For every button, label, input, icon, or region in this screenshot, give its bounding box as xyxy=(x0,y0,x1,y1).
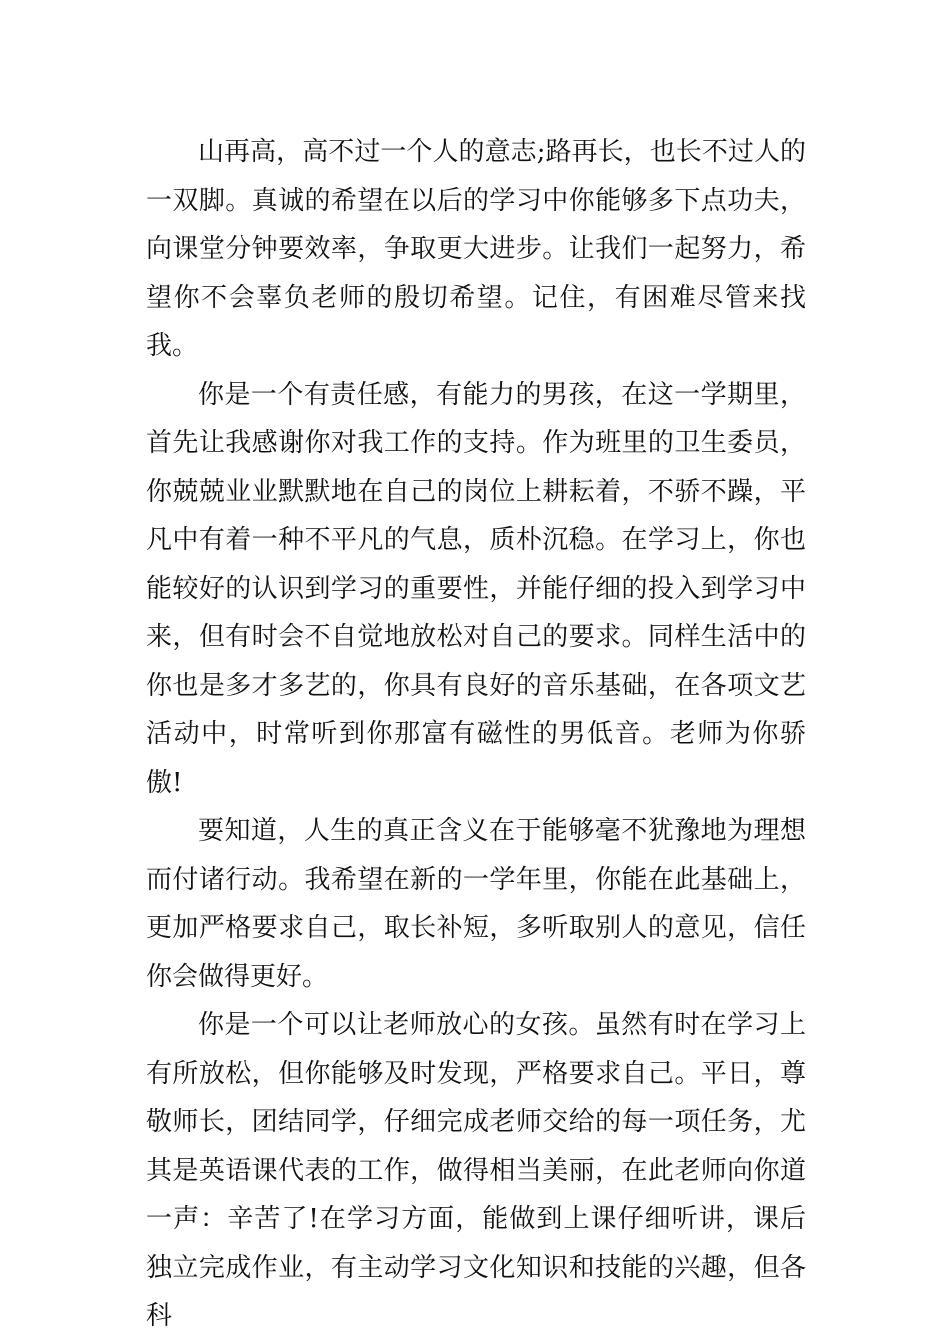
paragraph-4: 你是一个可以让老师放心的女孩。虽然有时在学习上有所放松，但你能够及时发现，严格要求自己。平日，尊敬师长，团结同学，仔细完成老师交给的每一项任务，尤其是英语课代表的工作，做得相当美丽，在此老师向你道一声：辛苦了!在学习方面，能做到上课仔细听讲，课后独立完成作业，有主动学习文化知识和技能的兴趣，但各科 xyxy=(146,1010,806,1331)
paragraph-2: 你是一个有责任感，有能力的男孩，在这一学期里，首先让我感谢你对我工作的支持。作为班里的卫生委员，你兢兢业业默默地在自己的岗位上耕耘着，不骄不躁，平凡中有着一种不平凡的气息，质朴沉稳。在学习上，你也能较好的认识到学习的重要性，并能仔细的投入到学习中来，但有时会不自觉地放松对自己的要求。同样生活中的你也是多才多艺的，你具有良好的音乐基础，在各项文艺活动中，时常听到你那富有磁性的男低音。老师为你骄傲! xyxy=(146,379,806,798)
paragraph-1: 山再高，高不过一个人的意志;路再长，也长不过人的一双脚。真诚的希望在以后的学习中你能够多下点功夫，向课堂分钟要效率，争取更大进步。让我们一起努力，希望你不会辜负老师的殷切希望。记住，有困难尽管来找我。 xyxy=(146,137,806,361)
document-body xyxy=(146,128,806,1341)
paragraph-3: 要知道，人生的真正含义在于能够毫不犹豫地为理想而付诸行动。我希望在新的一学年里，你能在此基础上，更加严格要求自己，取长补短，多听取别人的意见，信任你会做得更好。 xyxy=(146,816,806,992)
